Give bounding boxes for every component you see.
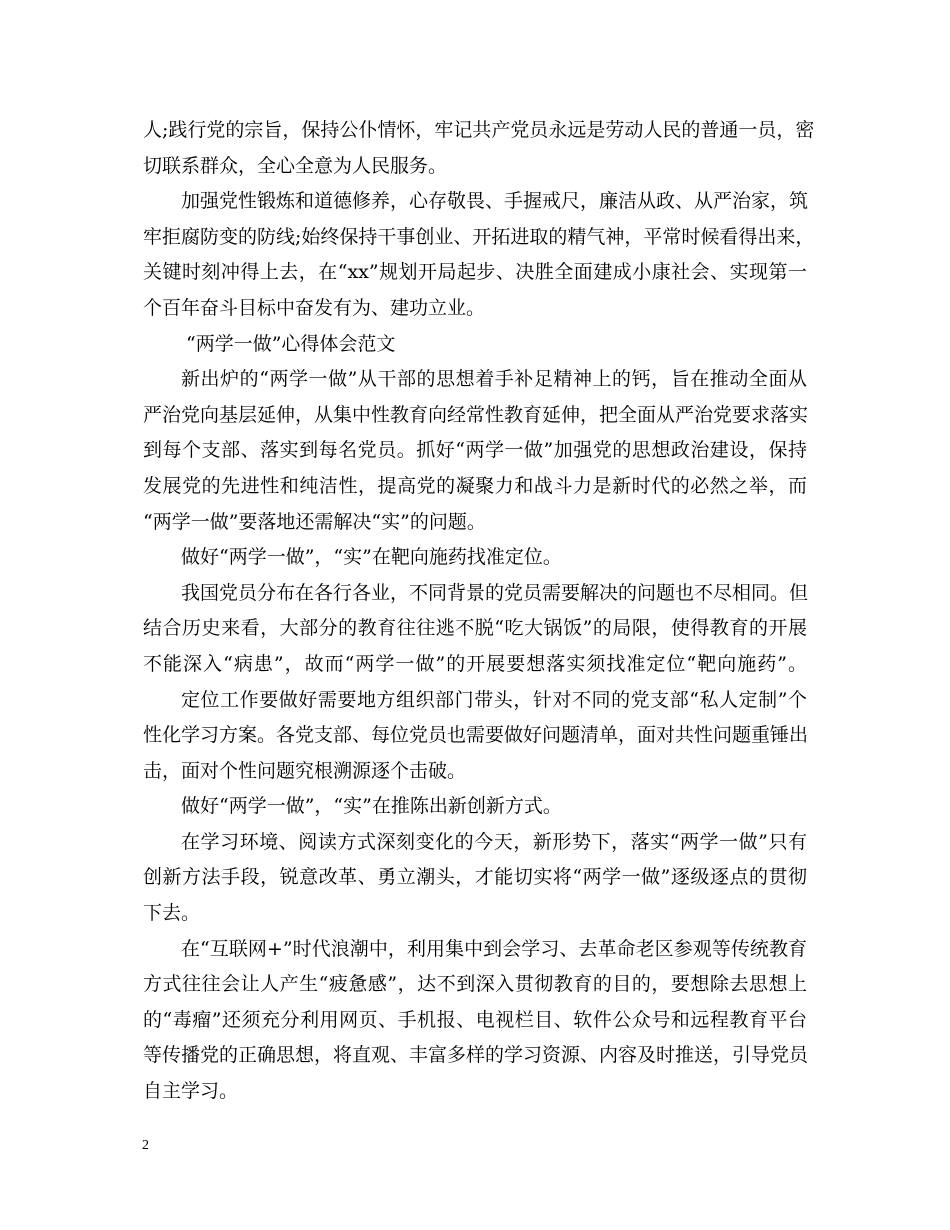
text-line: 结合历史来看，大部分的教育往往逃不脱“吃大锅饭”的局限，使得教育的开展 [143,617,807,640]
text-line: 严治党向基层延伸，从集中性教育向经常性教育延伸，把全面从严治党要求落实 [143,403,809,426]
text-line: 在学习环境、阅读方式深刻变化的今天，新形势下，落实“两学一做”只有 [181,830,807,853]
section-heading: “两学一做”心得体会范文 [186,332,396,355]
text-line: 新出炉的“两学一做”从干部的思想着手补足精神上的钙，旨在推动全面从 [181,368,807,391]
text-line: 的“毒瘤”还须充分利用网页、手机报、电视栏目、软件公众号和远程教育平台 [143,1008,807,1031]
text-line: 个百年奋斗目标中奋发有为、建功立业。 [143,296,486,319]
text-line: 不能深入“病患”，故而“两学一做”的开展要想落实须找准定位“靶向施药”。 [143,652,807,675]
document-body [143,113,815,1110]
text-line: 方式往往会让人产生“疲惫感”，达不到深入贯彻教育的目的，要想除去思想上 [143,973,807,996]
text-line: 在“互联网+”时代浪潮中，利用集中到会学习、去革命老区参观等传统教育 [181,937,807,960]
text-line: 加强党性锻炼和道德修养，心存敬畏、手握戒尺，廉洁从政、从严治家，筑 [181,190,809,213]
text-line: 定位工作要做好需要地方组织部门带头，针对不同的党支部“私人定制”个 [181,688,807,711]
text-line: 等传播党的正确思想，将直观、丰富多样的学习资源、内容及时推送，引导党员 [143,1044,809,1067]
text-line: 做好“两学一做”，“实”在靶向施药找准定位。 [181,546,562,569]
text-line: 关键时刻冲得上去，在“xx”规划开局起步、决胜全面建成小康社会、实现第一 [143,261,807,284]
text-line: 自主学习。 [143,1080,239,1103]
text-line: 到每个支部、落实到每名党员。抓好“两学一做”加强党的思想政治建设，保持 [143,439,807,462]
text-line: 牢拒腐防变的防线;始终保持干事创业、开拓进取的精气神，平常时候看得出来， [143,225,815,248]
text-line: “两学一做”要落地还需解决“实”的问题。 [143,510,486,533]
text-line: 人;践行党的宗旨，保持公仆情怀，牢记共产党员永远是劳动人民的普通一员，密 [143,119,815,141]
text-line: 击，面对个性问题究根溯源逐个击破。 [143,759,467,782]
text-line: 我国党员分布在各行各业，不同背景的党员需要解决的问题也不尽相同。但 [181,581,809,604]
text-line: 性化学习方案。各党支部、每位党员也需要做好问题清单，面对共性问题重锤出 [143,724,809,747]
page-number: 2 [142,1138,149,1153]
text-line: 做好“两学一做”，“实”在推陈出新创新方式。 [181,795,562,818]
text-line: 创新方法手段，锐意改革、勇立潮头，才能切实将“两学一做”逐级逐点的贯彻 [143,866,807,889]
text-line: 下去。 [143,902,201,925]
text-line: 切联系群众，全心全意为人民服务。 [143,154,448,177]
text-line: 发展党的先进性和纯洁性，提高党的凝聚力和战斗力是新时代的必然之举，而 [143,474,807,497]
